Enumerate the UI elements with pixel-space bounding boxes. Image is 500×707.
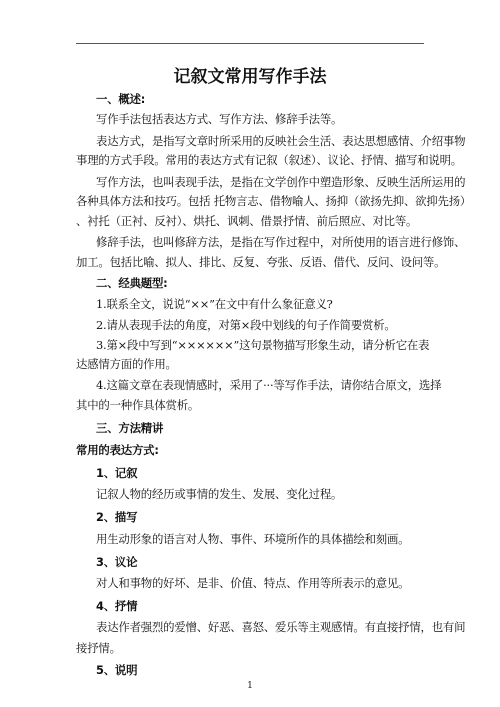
paragraph-line: 、衬托（正衬、反衬）、烘托、讽刺、借景抒情、前后照应、对比等。 [76, 214, 418, 228]
question-item: 其中的一种作具体赏析。 [76, 398, 200, 412]
question-item: 3.第×段中写到“××××××”这句景物描写形象生动，请分析它在表 [96, 338, 430, 352]
section-heading-methods: 三、方法精讲 [96, 421, 164, 435]
question-item: 4.这篇文章在表现情感时，采用了···等写作手法，请你结合原文，选择 [96, 378, 442, 392]
paragraph-line: 记叙人物的经历或事情的发生、发展、变化过程。 [96, 487, 343, 501]
item-heading-lyric: 4、抒情 [96, 599, 138, 613]
paragraph-line: 表达方式，是指写文章时所采用的反映社会生活、表达思想感情、介绍事物 [96, 134, 466, 148]
paragraph-line: 加工。包括比喻、拟人、排比、反复、夸张、反语、借代、反问、设问等。 [76, 255, 446, 269]
question-item: 达感情方面的作用。 [76, 357, 177, 371]
item-heading-exposition: 5、说明 [96, 663, 138, 677]
question-item: 2.请从表现手法的角度，对第×段中划线的句子作简要赏析。 [96, 318, 396, 332]
section-heading-overview: 一、概述: [96, 92, 146, 106]
paragraph-line: 事理的方式手段。常用的表达方式有记叙（叙述）、议论、抒情、描写和说明。 [76, 153, 462, 167]
page-title: 记叙文常用写作手法 [173, 67, 327, 87]
paragraph-line: 对人和事物的好坏、是非、价值、特点、作用等所表示的意见。 [96, 576, 410, 590]
paragraph-line: 接抒情。 [76, 641, 121, 655]
item-heading-narration: 1、记叙 [96, 466, 138, 480]
paragraph-line: 用生动形象的语言对人物、事件、环境所作的具体描绘和刻画。 [96, 532, 410, 546]
paragraph-line: 各种具体方法和技巧。包括 托物言志、借物喻人、扬抑（欲扬先抑、欲抑先扬） [76, 194, 472, 208]
page-number: 1 [247, 681, 253, 691]
paragraph-line: 修辞手法，也叫修辞方法，是指在写作过程中，对所使用的语言进行修饰、 [96, 235, 466, 249]
section-heading-question-types: 二、经典题型: [96, 276, 168, 290]
question-item: 1.联系全文，说说“××”在文中有什么象征意义? [96, 297, 333, 311]
subheading-expression: 常用的表达方式: [76, 443, 159, 457]
paragraph-line: 表达作者强烈的爱憎、好恶、喜怒、爱乐等主观感情。有直接抒情，也有间 [96, 620, 466, 634]
item-heading-description: 2、描写 [96, 510, 138, 524]
header-rule [76, 43, 424, 44]
paragraph-line: 写作方法，也叫表现手法，是指在文学创作中塑造形象、反映生活所运用的 [96, 175, 466, 189]
item-heading-argument: 3、议论 [96, 555, 138, 569]
paragraph-line: 写作手法包括表达方式、写作方法、修辞手法等。 [96, 112, 343, 126]
